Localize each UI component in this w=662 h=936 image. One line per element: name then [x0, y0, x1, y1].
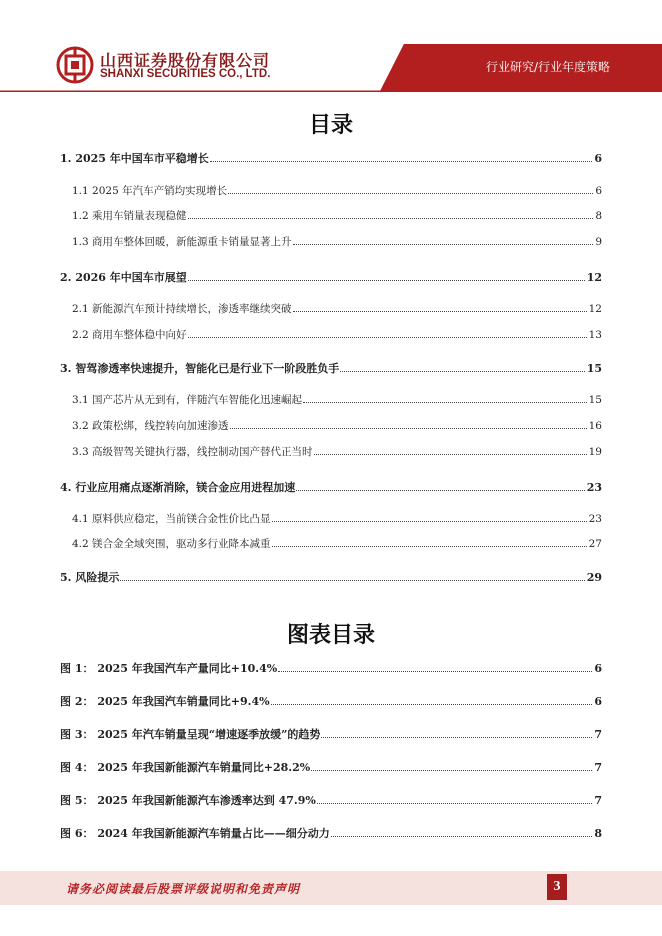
toc-entry-label: 1.1 2025 年汽车产销均实现增长: [72, 185, 228, 197]
toc-title: 目录: [308, 113, 353, 138]
toc-entry-label: 1.3 商用车整体回暖，新能源重卡销量显著上升: [72, 236, 292, 248]
toc-entry-page: 13: [588, 329, 602, 341]
toc-entry-label: 3. 智驾渗透率快速提升，智能化已是行业下一阶段胜负手: [60, 362, 340, 375]
toc-entry-page: 16: [588, 420, 602, 432]
toc-entry-page: 8: [595, 210, 602, 222]
leader-dots: [272, 520, 587, 522]
disclaimer-text: 请务必阅读最后股票评级说明和免责声明: [66, 882, 301, 896]
toc-entry-label: 2.2 商用车整体稳中向好: [72, 329, 187, 341]
leader-dots: [293, 243, 594, 245]
toc-entry-label: 3.1 国产芯片从无到有，伴随汽车智能化迅速崛起: [72, 394, 303, 406]
toc-entry[interactable]: [60, 444, 602, 460]
figure-entry-label: 图 1： 2025 年我国汽车产量同比+10.4%: [60, 662, 278, 675]
toc-entry-page: 29: [586, 571, 602, 584]
figure-entry[interactable]: [60, 726, 602, 742]
toc-entry[interactable]: [60, 569, 602, 585]
toc-entry-page: 6: [594, 152, 602, 165]
figure-entry-page: 6: [594, 695, 602, 708]
leader-dots: [120, 579, 584, 581]
toc-entry-label: 3.2 政策松绑，线控转向加速渗透: [72, 420, 229, 432]
toc-entry[interactable]: [60, 327, 602, 343]
leader-dots: [188, 336, 587, 338]
figure-entry[interactable]: [60, 825, 602, 841]
leader-dots: [210, 160, 593, 162]
leader-dots: [228, 192, 593, 194]
leader-dots: [311, 769, 592, 771]
leader-dots: [317, 802, 593, 804]
leader-dots: [303, 401, 587, 403]
figure-entry[interactable]: [60, 759, 602, 775]
toc-entry[interactable]: [60, 269, 602, 285]
leader-dots: [314, 453, 587, 455]
page-header: [0, 0, 662, 92]
leader-dots: [230, 427, 587, 429]
toc-entry-page: 15: [586, 362, 602, 375]
company-name-en: SHANXI SECURITIES CO., LTD.: [100, 68, 271, 80]
toc-entry[interactable]: [60, 360, 602, 376]
toc-entry-label: 2.1 新能源汽车预计持续增长，渗透率继续突破: [72, 303, 292, 315]
figure-entry-label: 图 2： 2025 年我国汽车销量同比+9.4%: [60, 695, 270, 708]
toc-entry-page: 12: [586, 271, 602, 284]
toc-entry-label: 2. 2026 年中国车市展望: [60, 271, 187, 284]
toc-entry-page: 12: [588, 303, 602, 315]
leader-dots: [278, 670, 592, 672]
toc-entry[interactable]: [60, 479, 602, 495]
leader-dots: [188, 279, 585, 281]
toc-entry[interactable]: [60, 150, 602, 166]
toc-entry-label: 5. 风险提示: [60, 571, 120, 584]
leader-dots: [340, 370, 584, 372]
report-type-label: 行业研究/行业年度策略: [485, 60, 610, 74]
toc-entry-label: 1.2 乘用车销量表现稳健: [72, 210, 187, 222]
leader-dots: [321, 736, 592, 738]
figure-entry-label: 图 3： 2025 年汽车销量呈现“增速逐季放缓”的趋势: [60, 728, 321, 741]
company-name-cn: 山西证券股份有限公司: [100, 51, 271, 70]
toc-entry[interactable]: [60, 208, 602, 224]
leader-dots: [188, 217, 594, 219]
toc-entry-page: 19: [588, 446, 602, 458]
toc-entry-page: 23: [586, 481, 602, 494]
toc-entry-page: 23: [588, 513, 602, 525]
toc-entry[interactable]: [60, 234, 602, 250]
toc-entry[interactable]: [60, 511, 602, 527]
shanxi-securities-logo-icon: [56, 46, 94, 84]
toc-entry-page: 27: [588, 538, 602, 550]
toc-entry-label: 3.3 高级智驾关键执行器，线控制动国产替代正当时: [72, 446, 313, 458]
toc-entry-page: 6: [595, 185, 602, 197]
toc-entry-label: 4. 行业应用痛点逐渐消除，镁合金应用进程加速: [60, 481, 296, 494]
toc-entry-label: 4.1 原料供应稳定，当前镁合金性价比凸显: [72, 513, 271, 525]
toc-entry-label: 1. 2025 年中国车市平稳增长: [60, 152, 209, 165]
figure-entry-page: 8: [594, 827, 602, 840]
toc-entry[interactable]: [60, 392, 602, 408]
leader-dots: [331, 835, 593, 837]
figure-entry-page: 6: [594, 662, 602, 675]
leader-dots: [272, 545, 587, 547]
figure-entry[interactable]: [60, 693, 602, 709]
toc-entry-page: 15: [588, 394, 602, 406]
toc-entry-label: 4.2 镁合金全域突围，驱动多行业降本减重: [72, 538, 271, 550]
figure-entry-page: 7: [594, 761, 602, 774]
figure-entry[interactable]: [60, 792, 602, 808]
figure-entry-label: 图 5： 2025 年我国新能源汽车渗透率达到 47.9%: [60, 794, 316, 807]
figure-entry-label: 图 4： 2025 年我国新能源汽车销量同比+28.2%: [60, 761, 311, 774]
figures-title: 图表目录: [286, 623, 375, 648]
figure-entry-page: 7: [594, 794, 602, 807]
leader-dots: [271, 703, 593, 705]
leader-dots: [293, 310, 587, 312]
page-number: 3: [547, 874, 567, 900]
figure-entry-page: 7: [594, 728, 602, 741]
figure-entry-label: 图 6： 2024 年我国新能源汽车销量占比——细分动力: [60, 827, 330, 840]
toc-entry[interactable]: [60, 301, 602, 317]
toc-entry[interactable]: [60, 183, 602, 199]
toc-entry[interactable]: [60, 536, 602, 552]
toc-entry-page: 9: [595, 236, 602, 248]
figure-entry[interactable]: [60, 660, 602, 676]
toc-entry[interactable]: [60, 418, 602, 434]
leader-dots: [296, 489, 584, 491]
